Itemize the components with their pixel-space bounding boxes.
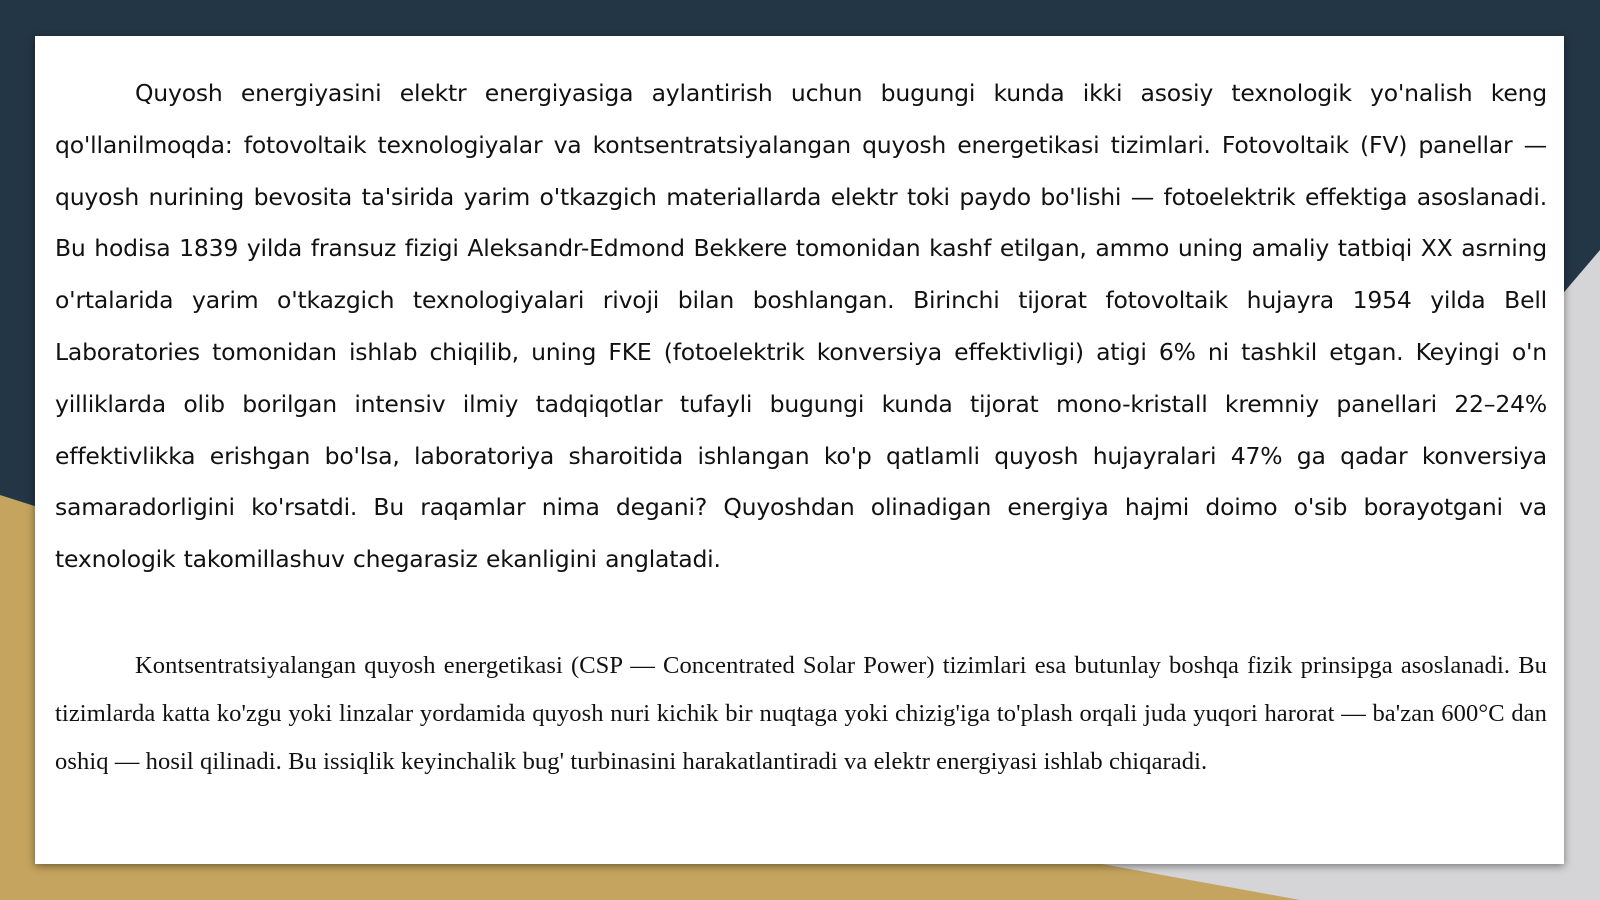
paragraph-csp: Kontsentratsiyalangan quyosh energetikasi (CSP — Concentrated Solar Power) tizimlari esa butunlay boshqa fizik prinsipga asoslanadi. Bu tizimlarda katta ko'zgu yoki linzalar yordamida quyosh nuri kichik bir nuqtaga yoki chizig'iga to'plash orqali juda yuqori harorat — ba'zan 600°C dan oshiq — hosil qilinadi. Bu issiqlik keyinchalik bug' turbinasini harakatlantiradi va elektr energiyasi ishlab chiqaradi. — [55, 652, 1547, 775]
slide-content-card — [35, 36, 1564, 864]
paragraph-photovoltaic: Quyosh energiyasini elektr energiyasiga aylantirish uchun bugungi kunda ikki asosiy texnologik yo'nalish keng qo'llanilmoqda: fotovoltaik texnologiyalar va kontsentratsiyalangan quyosh energetikasi tizimlari. Fotovoltaik (FV) panellar — quyosh nurining bevosita ta'sirida yarim o'tkazgich materiallarda elektr toki paydo bo'lishi — fotoelektrik effektiga asoslanadi. Bu hodisa 1839 yilda fransuz fizigi Aleksandr-Edmond Bekkere tomonidan kashf etilgan, ammo uning amaliy tatbiqi XX asrning o'rtalarida yarim o'tkazgich texnologiyalari rivoji bilan boshlangan. Birinchi tijorat fotovoltaik hujayra 1954 yilda Bell Laboratories tomonidan ishlab chiqilib, uning FKE (fotoelektrik konversiya effektivligi) atigi 6% ni tashkil etgan. Keyingi o'n yilliklarda olib borilgan intensiv ilmiy tadqiqotlar tufayli bugungi kunda tijorat mono-kristall kremniy panellari 22–24% effektivlikka erishgan bo'lsa, laboratoriya sharoitida ishlangan ko'p qatlamli quyosh hujayralari 47% ga qadar konversiya samaradorligini ko'rsatdi. Bu raqamlar nima degani? Quyoshdan olinadigan energiya hajmi doimo o'sib borayotgani va texnologik takomillashuv chegarasiz ekanligini anglatadi. — [55, 79, 1547, 574]
